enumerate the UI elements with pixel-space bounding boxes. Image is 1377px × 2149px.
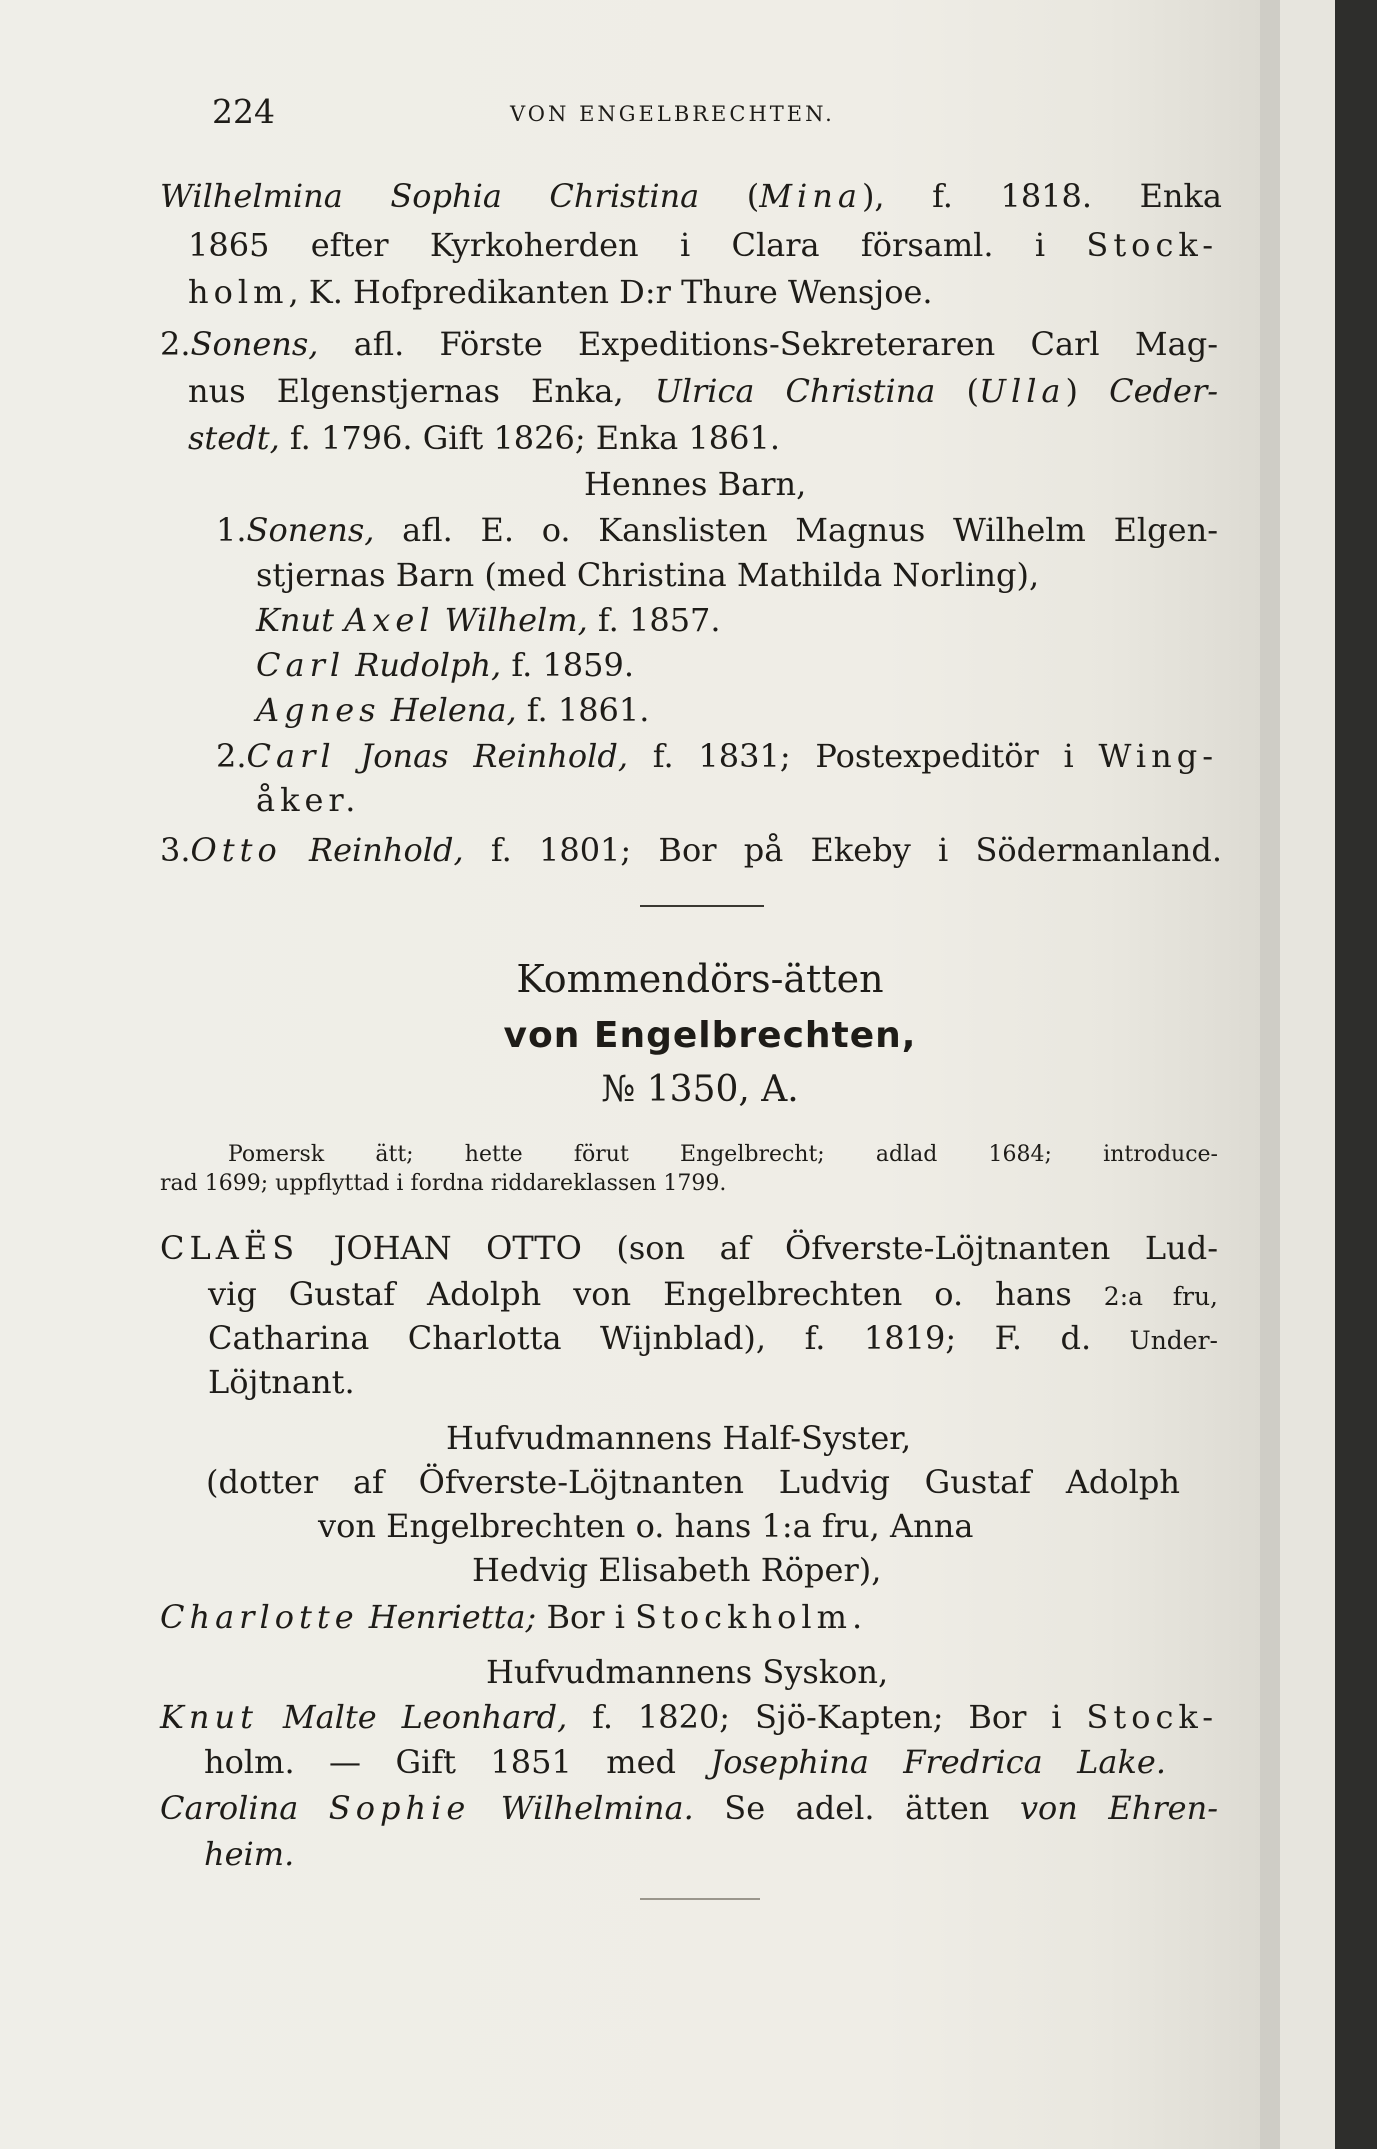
section-note: rad 1699; uppflyttad i fordna riddareklassen 1799. [160, 1171, 727, 1196]
text-line: heim. [204, 1835, 295, 1873]
text-line: von Engelbrechten o. hans 1:a fru, Anna [318, 1507, 974, 1545]
text-line: vig Gustaf Adolph von Engelbrechten o. hans 2:a fru, [208, 1275, 1218, 1313]
text-line: holm, K. Hofpredikanten D:r Thure Wensjoe. [188, 273, 933, 311]
text-line: 3.Otto Reinhold, f. 1801; Bor på Ekeby i Södermanland. [160, 831, 1222, 869]
text-line: Hedvig Elisabeth Röper), [472, 1551, 882, 1589]
text-line: 2.Sonens, afl. Förste Expeditions-Sekreteraren Carl Mag- [160, 325, 1218, 363]
text-line: 2.Carl Jonas Reinhold, f. 1831; Postexpeditör i Wing- [216, 737, 1219, 775]
section-note: Pomersk ätt; hette förut Engelbrecht; adlad 1684; introduce- [228, 1142, 1218, 1167]
text-line: Catharina Charlotta Wijnblad), f. 1819; F. d. Under- [208, 1319, 1218, 1357]
text-line: stedt, f. 1796. Gift 1826; Enka 1861. [188, 419, 781, 457]
text-line: Knut Axel Wilhelm, f. 1857. [256, 601, 721, 639]
section-subtitle: von Engelbrechten, [503, 1015, 917, 1056]
text-line: CLAËS JOHAN OTTO (son af Öfverste-Löjtnanten Lud- [160, 1229, 1218, 1267]
text-line: Wilhelmina Sophia Christina (Mina), f. 1818. Enka [160, 177, 1223, 215]
text-line: Löjtnant. [208, 1363, 355, 1401]
text-line: 1.Sonens, afl. E. o. Kanslisten Magnus Wilhelm Elgen- [216, 511, 1218, 549]
section-number: № 1350, A. [601, 1069, 799, 1110]
text-line: holm. — Gift 1851 med Josephina Fredrica Lake. [204, 1743, 1167, 1781]
text-line: stjernas Barn (med Christina Mathilda Norling), [256, 556, 1040, 594]
section-divider [640, 905, 764, 907]
text-line: (dotter af Öfverste-Löjtnanten Ludvig Gustaf Adolph [206, 1463, 1180, 1501]
text-line: Carl Rudolph, f. 1859. [256, 646, 635, 684]
subheading: Hennes Barn, [584, 465, 807, 503]
page-number: 224 [212, 92, 275, 131]
text-line: Knut Malte Leonhard, f. 1820; Sjö-Kapten; Bor i Stock- [160, 1698, 1219, 1736]
running-header [0, 92, 1260, 132]
text-line: Carolina Sophie Wilhelmina. Se adel. ätten von Ehren- [160, 1789, 1219, 1827]
subheading: Hufvudmannens Syskon, [486, 1653, 889, 1691]
text-line: Agnes Helena, f. 1861. [256, 691, 650, 729]
faint-divider [640, 1898, 760, 1900]
running-title: VON ENGELBRECHTEN. [510, 102, 835, 126]
section-title: Kommendörs-ätten [516, 957, 884, 1001]
subheading: Hufvudmannens Half-Syster, [446, 1419, 912, 1457]
text-line: Charlotte Henrietta; Bor i Stockholm. [160, 1598, 868, 1636]
text-line: åker. [256, 781, 361, 819]
text-line: nus Elgenstjernas Enka, Ulrica Christina (Ulla) Ceder- [188, 372, 1219, 410]
text-line: 1865 efter Kyrkoherden i Clara församl. i Stock- [188, 226, 1218, 264]
